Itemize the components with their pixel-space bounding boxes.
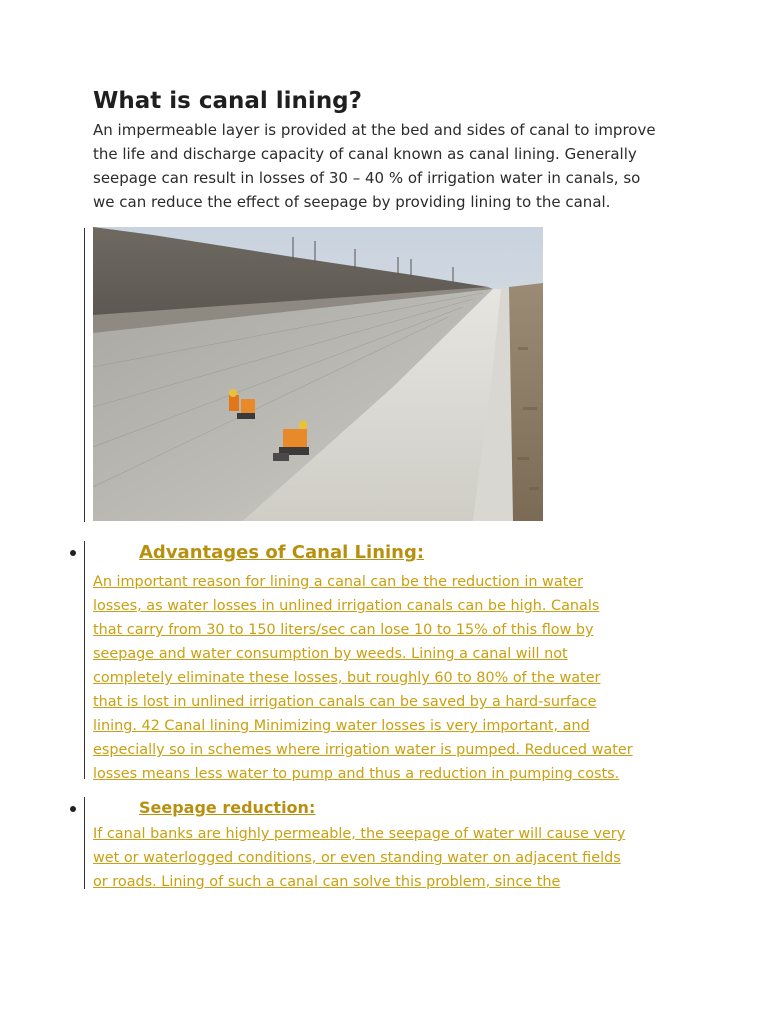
quote-bar bbox=[84, 228, 85, 522]
intro-paragraph bbox=[93, 118, 693, 214]
intro-line: the life and discharge capacity of canal known as canal lining. Generally bbox=[93, 145, 637, 163]
paragraph-line: especially so in schemes where irrigation water is pumped. Reduced water bbox=[93, 742, 633, 758]
paragraph-line: An important reason for lining a canal can be the reduction in water bbox=[93, 574, 584, 590]
section-heading-advantages[interactable]: Advantages of Canal Lining: bbox=[139, 542, 425, 563]
section-heading-seepage[interactable]: Seepage reduction: bbox=[139, 798, 316, 817]
paragraph-line: losses, as water losses in unlined irrigation canals can be high. Canals bbox=[93, 598, 600, 614]
canal-lining-photo bbox=[93, 227, 543, 521]
paragraph-line: If canal banks are highly permeable, the seepage of water will cause very bbox=[93, 826, 626, 842]
page-title: What is canal lining? bbox=[93, 88, 362, 114]
paragraph-line: or roads. Lining of such a canal can solve this problem, since the bbox=[93, 874, 561, 890]
quote-bar bbox=[84, 797, 85, 889]
list-bullet bbox=[70, 806, 76, 812]
section-paragraph-advantages[interactable] bbox=[93, 570, 633, 786]
paragraph-line: losses means less water to pump and thus a reduction in pumping costs. bbox=[93, 766, 620, 782]
section-paragraph-seepage[interactable] bbox=[93, 822, 625, 894]
paragraph-line: that is lost in unlined irrigation canals can be saved by a hard-surface bbox=[93, 694, 597, 710]
intro-line: An impermeable layer is provided at the bed and sides of canal to improve bbox=[93, 121, 656, 139]
list-bullet bbox=[70, 550, 76, 556]
paragraph-line: completely eliminate these losses, but roughly 60 to 80% of the water bbox=[93, 670, 601, 686]
paragraph-line: lining. 42 Canal lining Minimizing water losses is very important, and bbox=[93, 718, 590, 734]
quote-bar bbox=[84, 541, 85, 779]
intro-line: we can reduce the effect of seepage by providing lining to the canal. bbox=[93, 193, 611, 211]
paragraph-line: wet or waterlogged conditions, or even standing water on adjacent fields bbox=[93, 850, 621, 866]
paragraph-line: seepage and water consumption by weeds. Lining a canal will not bbox=[93, 646, 568, 662]
intro-line: seepage can result in losses of 30 – 40 % of irrigation water in canals, so bbox=[93, 169, 641, 187]
paragraph-line: that carry from 30 to 150 liters/sec can lose 10 to 15% of this flow by bbox=[93, 622, 594, 638]
